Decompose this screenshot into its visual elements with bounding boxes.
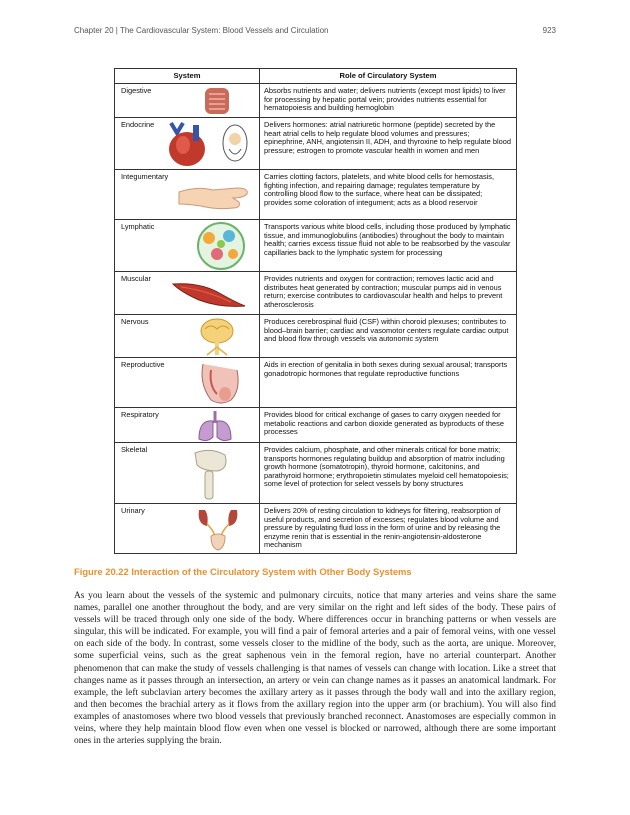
- role-cell: Provides calcium, phosphate, and other minerals critical for bone matrix; transports hormones regulating buildup and absorption of matrix including growth hormone (somatotropin), thyroid hormone, calcitonins, and parathyroid hormone; erythropoietin stimulates myeloid cell hematopoiesis; some level of protection for select vessels by bony structures: [260, 443, 517, 504]
- system-cell: [115, 170, 260, 220]
- muscle-icon: [171, 278, 247, 310]
- table-row: [115, 443, 517, 504]
- system-cell: [115, 84, 260, 118]
- intestine-icon: [203, 86, 231, 116]
- table-row: [115, 408, 517, 443]
- system-name: Nervous: [121, 317, 149, 326]
- role-cell: Carries clotting factors, platelets, and white blood cells for hemostasis, fighting infection, and repairing damage; regulates temperature by controlling blood flow to the surface, where heat can be dissipated; provides some coloration of integument; acts as a blood reservoir: [260, 170, 517, 220]
- role-cell: Aids in erection of genitalia in both sexes during sexual arousal; transports gonadotropic hormones that regulate reproductive functions: [260, 358, 517, 408]
- pelvis-bones-icon: [191, 447, 233, 501]
- table-row: [115, 84, 517, 118]
- role-cell: Provides blood for critical exchange of gases to carry oxygen needed for metabolic reactions and carbon dioxide generated as byproducts of these processes: [260, 408, 517, 443]
- role-cell: Absorbs nutrients and water; delivers nutrients (except most lipids) to liver for processing by hepatic portal vein; provides nutrients essential for hematopoiesis and building hemoglobin: [260, 84, 517, 118]
- brain-icon: [197, 317, 237, 357]
- system-name: Digestive: [121, 86, 152, 95]
- system-cell: [115, 315, 260, 358]
- table-row: [115, 358, 517, 408]
- figure-caption: Figure 20.22 Interaction of the Circulatory System with Other Body Systems: [74, 566, 412, 577]
- lymph-tissue-icon: [195, 222, 247, 270]
- role-cell: Delivers 20% of resting circulation to kidneys for filtering, reabsorption of useful products, and secretion of excesses; regulates blood volume and pressure by regulating fluid loss in the form of urine and by releasing the enzyme renin that is essential in the renin-angiotensin-aldosterone mechanism: [260, 504, 517, 554]
- system-cell: [115, 272, 260, 315]
- body-paragraph: As you learn about the vessels of the systemic and pulmonary circuits, notice that many arteries and veins share the same names, parallel one another throughout the body, and are very similar on the right and left sides of the body. These pairs of vessels will be traced through only one side of the body. Where differences occur in branching patterns or when vessels are singular, this will be indicated. For example, you will find a pair of femoral arteries and a pair of femoral veins, with one vessel on each side of the body. In contrast, some vessels closer to the midline of the body, such as the aorta, are unique. Moreover, some superficial veins, such as the great saphenous vein in the femoral region, have no arterial counterpart. Another phenomenon that can make the study of vessels challenging is that names of vessels can change with location. Like a street that changes name as it passes through an intersection, an artery or vein can change names as it passes an anatomical landmark. For example, the left subclavian artery becomes the axillary artery as it passes through the body wall and into the axillary region, and then becomes the brachial artery as it flows from the axillary region into the upper arm (or brachium). You will also find examples of anastomoses where two blood vessels that previously branched reconnect. Anastomoses are especially common in veins, where they help maintain blood flow even when one vessel is blocked or narrowed, although there are some important ones in the arteries supplying the brain.: [74, 591, 556, 747]
- kidneys-bladder-icon: [195, 506, 241, 552]
- lungs-icon: [195, 409, 235, 443]
- system-name: Integumentary: [121, 172, 169, 181]
- system-name: Lymphatic: [121, 222, 155, 231]
- table-row: [115, 272, 517, 315]
- table-row: [115, 118, 517, 170]
- table-row: [115, 170, 517, 220]
- system-name: Urinary: [121, 506, 145, 515]
- column-header-system: System: [115, 69, 260, 84]
- system-cell: [115, 443, 260, 504]
- system-cell: [115, 358, 260, 408]
- table-row: [115, 220, 517, 272]
- circulatory-interaction-table: [114, 68, 517, 554]
- system-cell: [115, 504, 260, 554]
- page-header: [74, 26, 556, 38]
- table-row: [115, 315, 517, 358]
- reproductive-organ-icon: [197, 360, 245, 406]
- role-cell: Transports various white blood cells, including those produced by lymphatic tissue, and immunoglobulins (antibodies) throughout the body to maintain health; carries excess tissue fluid not able to be reabsorbed by the vascular capillaries back to the lymphatic system for processing: [260, 220, 517, 272]
- system-name: Muscular: [121, 274, 151, 283]
- system-name: Endocrine: [121, 120, 155, 129]
- table-row: [115, 504, 517, 554]
- system-cell: [115, 220, 260, 272]
- chapter-title: Chapter 20 | The Cardiovascular System: Blood Vessels and Circulation: [74, 26, 329, 35]
- role-cell: Produces cerebrospinal fluid (CSF) within choroid plexuses; contributes to blood–brain barrier; cardiac and vasomotor centers regulate cardiac output and blood flow through vessels via autonomic system: [260, 315, 517, 358]
- page-number: 923: [542, 26, 556, 35]
- system-cell: [115, 118, 260, 170]
- role-cell: Delivers hormones: atrial natriuretic hormone (peptide) secreted by the heart atrial cells to help regulate blood volumes and pressures; epinephrine, ANH, angiotensin II, ADH, and thyroxine to help regulate blood pressure; estrogen to promote vascular health in women and men: [260, 118, 517, 170]
- system-name: Skeletal: [121, 445, 148, 454]
- role-cell: Provides nutrients and oxygen for contraction; removes lactic acid and distributes heat generated by contraction; muscular pumps aid in venous return; exercise contributes to cardiovascular health and helps to prevent atherosclerosis: [260, 272, 517, 315]
- system-name: Reproductive: [121, 360, 165, 369]
- table-header-row: [115, 69, 517, 84]
- column-header-role: Role of Circulatory System: [260, 69, 517, 84]
- endocrine-glands-icon: [163, 119, 253, 169]
- hand-icon: [177, 176, 253, 214]
- system-cell: [115, 408, 260, 443]
- system-name: Respiratory: [121, 410, 159, 419]
